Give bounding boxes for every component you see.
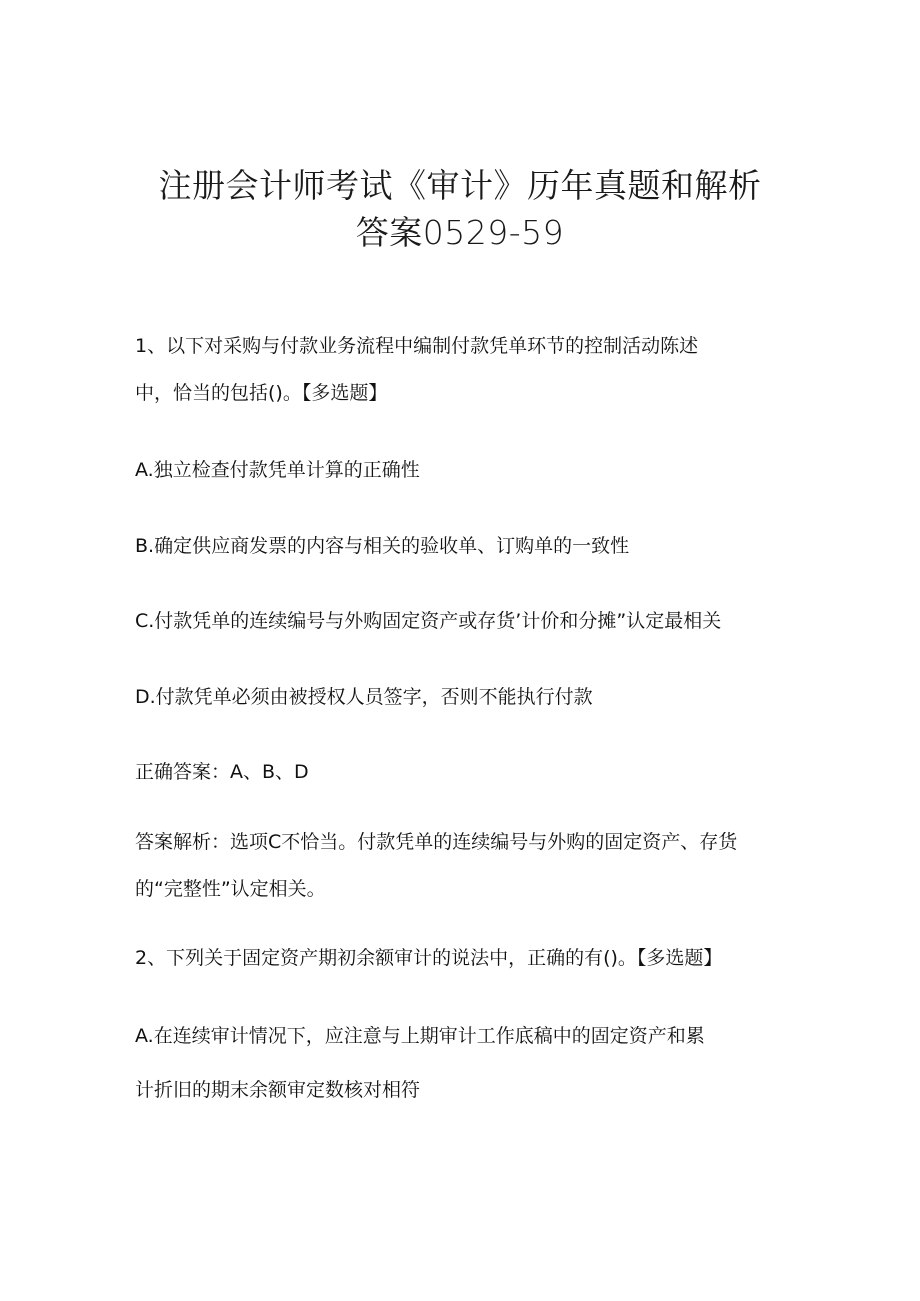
document-title-line-1: 注册会计师考试《审计》历年真题和解析 — [158, 166, 762, 205]
question-2-stem: 2、下列关于固定资产期初余额审计的说法中，正确的有()。【多选题】 — [135, 947, 723, 969]
question-1-stem-line-1: 1、以下对采购与付款业务流程中编制付款凭单环节的控制活动陈述 — [135, 335, 699, 357]
question-1-analysis-line-1: 答案解析：选项C不恰当。付款凭单的连续编号与外购的固定资产、存货 — [135, 831, 738, 853]
question-2-option-a-line-1: A.在连续审计情况下，应注意与上期审计工作底稿中的固定资产和累 — [135, 1025, 705, 1047]
question-1-answer: 正确答案：A、B、D — [135, 761, 309, 783]
question-1-option-c: C.付款凭单的连续编号与外购固定资产或存货’计价和分摊”认定最相关 — [135, 610, 722, 632]
question-1-option-b: B.确定供应商发票的内容与相关的验收单、订购单的一致性 — [135, 535, 630, 557]
question-2-option-a-line-2: 计折旧的期末余额审定数核对相符 — [135, 1079, 421, 1101]
question-1-stem-line-2: 中，恰当的包括()。【多选题】 — [135, 382, 388, 404]
question-1-option-a: A.独立检查付款凭单计算的正确性 — [135, 459, 420, 481]
document-title-line-2: 答案0529-59 — [355, 213, 565, 252]
question-1-analysis-line-2: 的“完整性”认定相关。 — [135, 878, 326, 900]
question-1-option-d: D.付款凭单必须由被授权人员签字，否则不能执行付款 — [135, 686, 593, 708]
